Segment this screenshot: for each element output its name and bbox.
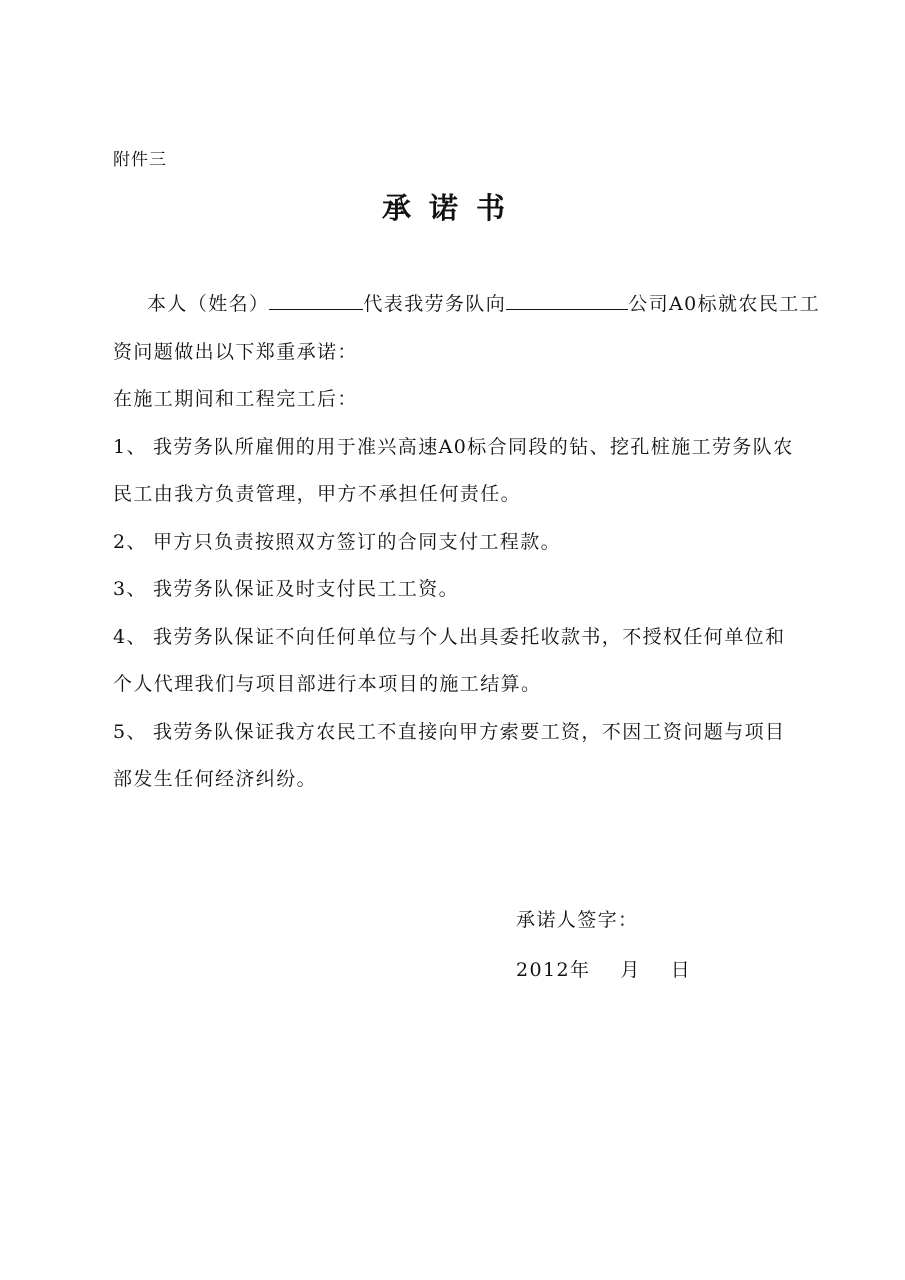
date-month: 月	[620, 959, 641, 981]
item-text: 我劳务队保证不向任何单位与个人出具委托收款书，不授权任何单位和	[153, 625, 786, 648]
item-3-line-1	[113, 571, 825, 619]
item-text: 我劳务队所雇佣的用于准兴高速A0标合同段的钻、挖孔桩施工劳务队农	[153, 435, 794, 458]
intro-suffix: 公司A0标就农民工工	[628, 293, 821, 315]
item-1-line-1	[113, 429, 825, 477]
signature-date	[516, 952, 691, 1002]
item-text: 我劳务队保证及时支付民工工资。	[153, 578, 460, 600]
intro-middle: 代表我劳务队向	[363, 293, 507, 315]
item-number: 3、	[113, 578, 147, 600]
item-5-line-1	[113, 714, 825, 762]
item-number: 2、	[113, 530, 147, 553]
item-4-line-1	[113, 619, 825, 667]
intro-line-2: 资问题做出以下郑重承诺：	[113, 340, 358, 363]
date-day: 日	[670, 959, 692, 981]
item-4-line-2: 个人代理我们与项目部进行本项目的施工结算。	[113, 673, 542, 695]
document-title: 承诺书	[381, 191, 523, 225]
item-2-line-1	[113, 524, 825, 572]
name-blank	[269, 287, 363, 310]
period-line: 在施工期间和工程完工后：	[113, 388, 358, 410]
item-number: 4、	[113, 625, 147, 648]
item-text: 甲方只负责按照双方签订的合同支付工程款。	[153, 530, 562, 553]
date-year: 2012年	[516, 959, 591, 981]
item-5-line-2: 部发生任何经济纠纷。	[113, 768, 318, 790]
item-number: 1、	[113, 435, 147, 458]
document-body	[113, 286, 825, 809]
company-blank	[506, 287, 628, 310]
signature-block	[516, 902, 691, 1002]
intro-prefix: 本人（姓名）	[147, 293, 270, 315]
signature-label: 承诺人签字：	[516, 909, 639, 931]
annex-label: 附件三	[113, 150, 167, 170]
intro-line-1	[113, 286, 825, 334]
item-1-line-2: 民工由我方负责管理，甲方不承担任何责任。	[113, 483, 522, 505]
item-text: 我劳务队保证我方农民工不直接向甲方索要工资，不因工资问题与项目	[153, 720, 786, 743]
item-number: 5、	[113, 720, 147, 743]
